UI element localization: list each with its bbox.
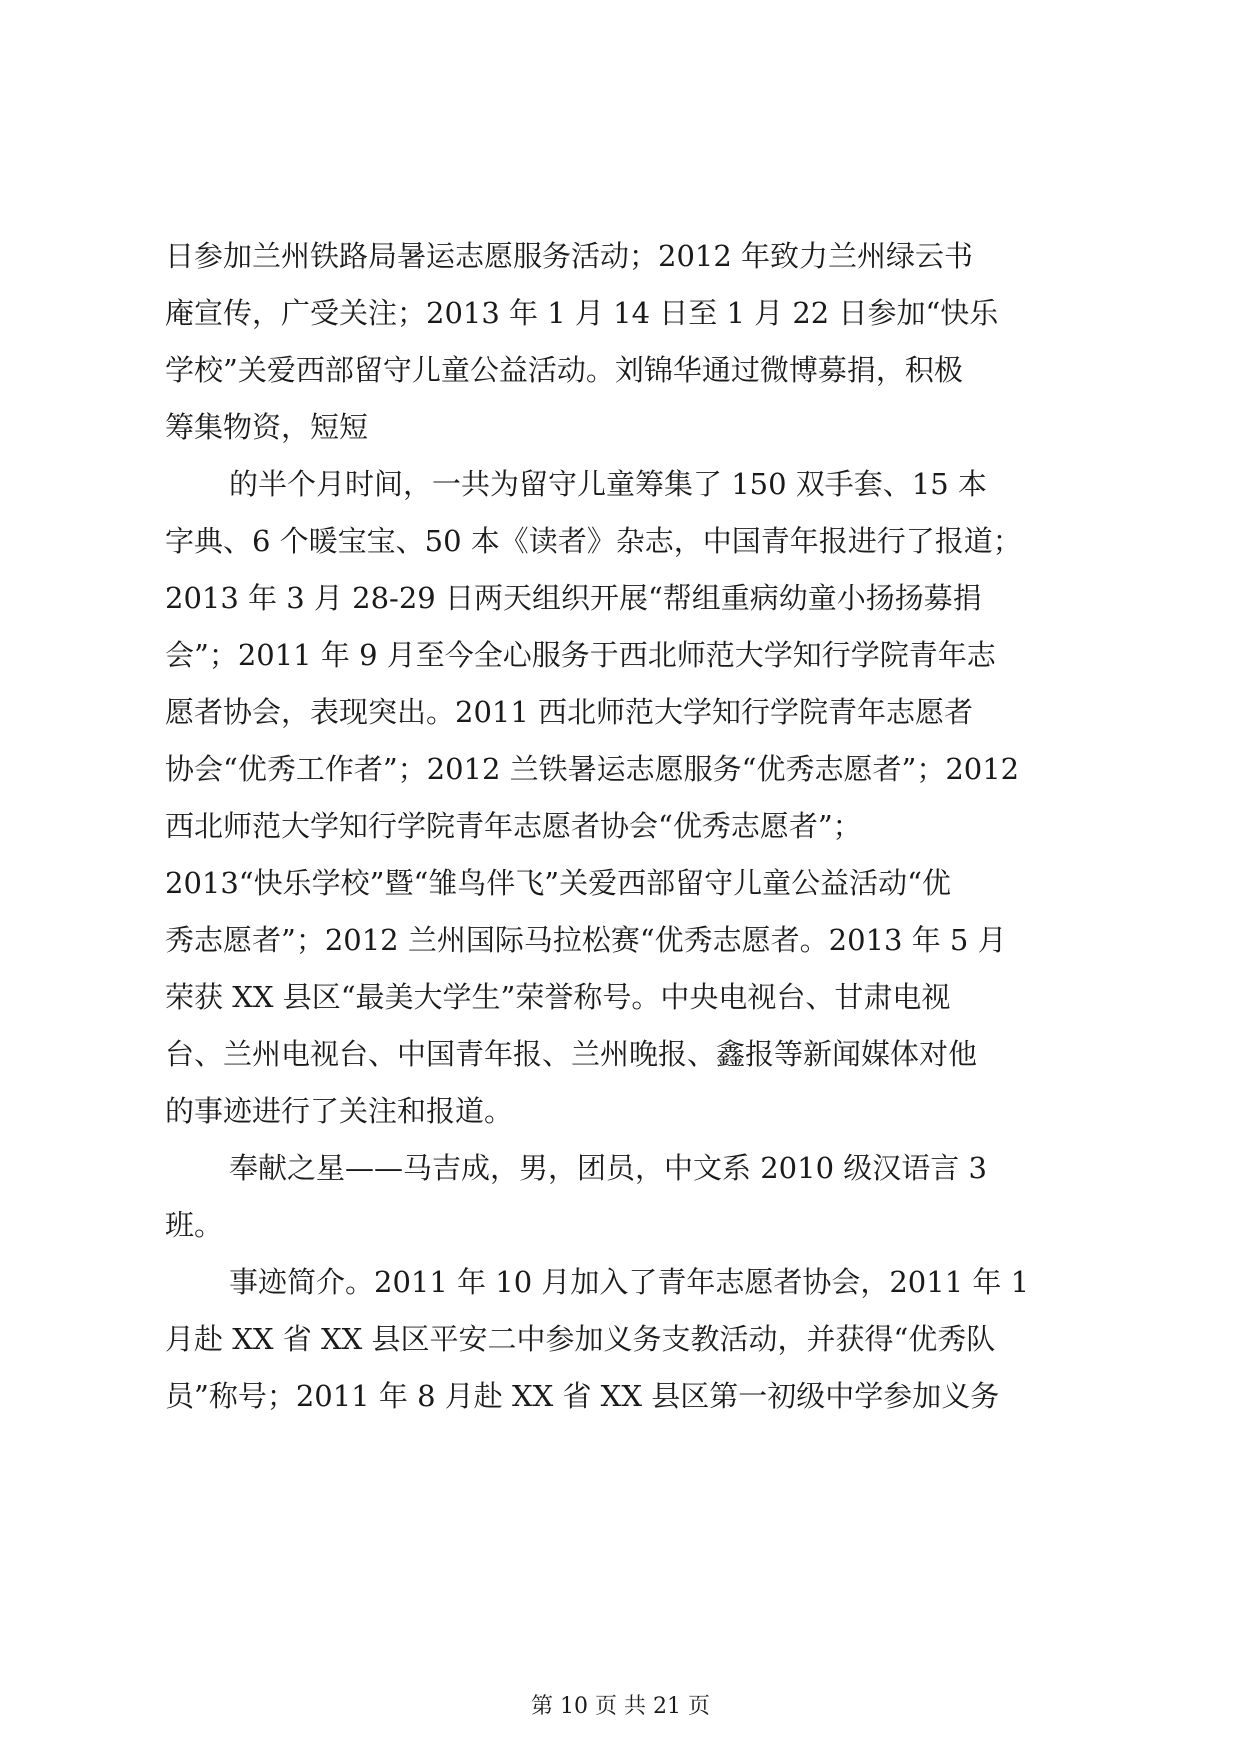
- paragraph-deeds-summary: [165, 1254, 1083, 1425]
- text-line: 日参加兰州铁路局暑运志愿服务活动；2012 年致力兰州绿云书: [165, 239, 974, 273]
- text-line: 学校”关爱西部留守儿童公益活动。刘锦华通过微博募捐，积极: [165, 353, 963, 387]
- text-line: 秀志愿者”；2012 兰州国际马拉松赛“优秀志愿者。2013 年 5 月: [165, 923, 1007, 957]
- text-line: 荣获 XX 县区“最美大学生”荣誉称号。中央电视台、甘肃电视: [165, 980, 951, 1014]
- document-body: [165, 228, 1083, 1425]
- text-line: 月赴 XX 省 XX 县区平安二中参加义务支教活动，并获得“优秀队: [165, 1322, 996, 1356]
- text-line: 庵宣传，广受关注；2013 年 1 月 14 日至 1 月 22 日参加“快乐: [165, 296, 999, 330]
- page-number-footer: 第 10 页 共 21 页: [531, 1694, 710, 1719]
- text-line: 的事迹进行了关注和报道。: [165, 1094, 514, 1128]
- text-line: 愿者协会，表现突出。2011 西北师范大学知行学院青年志愿者: [165, 695, 974, 729]
- paragraph-dedication-star: [165, 1140, 1083, 1254]
- text-line: 字典、6 个暖宝宝、50 本《读者》杂志，中国青年报进行了报道；: [165, 524, 1022, 558]
- text-line: 员”称号；2011 年 8 月赴 XX 省 XX 县区第一初级中学参加义务: [165, 1379, 1000, 1413]
- text-line: 西北师范大学知行学院青年志愿者协会“优秀志愿者”；: [165, 809, 862, 843]
- text-line: 2013 年 3 月 28-29 日两天组织开展“帮组重病幼童小扬扬募捐: [165, 581, 982, 615]
- text-line: 筹集物资，短短: [165, 410, 369, 444]
- text-line: 协会“优秀工作者”；2012 兰铁暑运志愿服务“优秀志愿者”；2012: [165, 752, 1020, 786]
- paragraph-continued: [165, 228, 1083, 456]
- text-line: 班。: [165, 1208, 224, 1242]
- text-line: 的半个月时间，一共为留守儿童筹集了 150 双手套、15 本: [229, 467, 987, 501]
- paragraph-liu-jinhua-achievements: [165, 456, 1083, 1140]
- text-line: 会”；2011 年 9 月至今全心服务于西北师范大学知行学院青年志: [165, 638, 996, 672]
- text-line: 事迹简介。2011 年 10 月加入了青年志愿者协会，2011 年 1: [229, 1265, 1030, 1299]
- text-line: 奉献之星——马吉成，男，团员，中文系 2010 级汉语言 3: [229, 1151, 987, 1185]
- text-line: 台、兰州电视台、中国青年报、兰州晚报、鑫报等新闻媒体对他: [165, 1037, 978, 1071]
- text-line: 2013“快乐学校”暨“雏鸟伴飞”关爱西部留守儿童公益活动“优: [165, 866, 951, 900]
